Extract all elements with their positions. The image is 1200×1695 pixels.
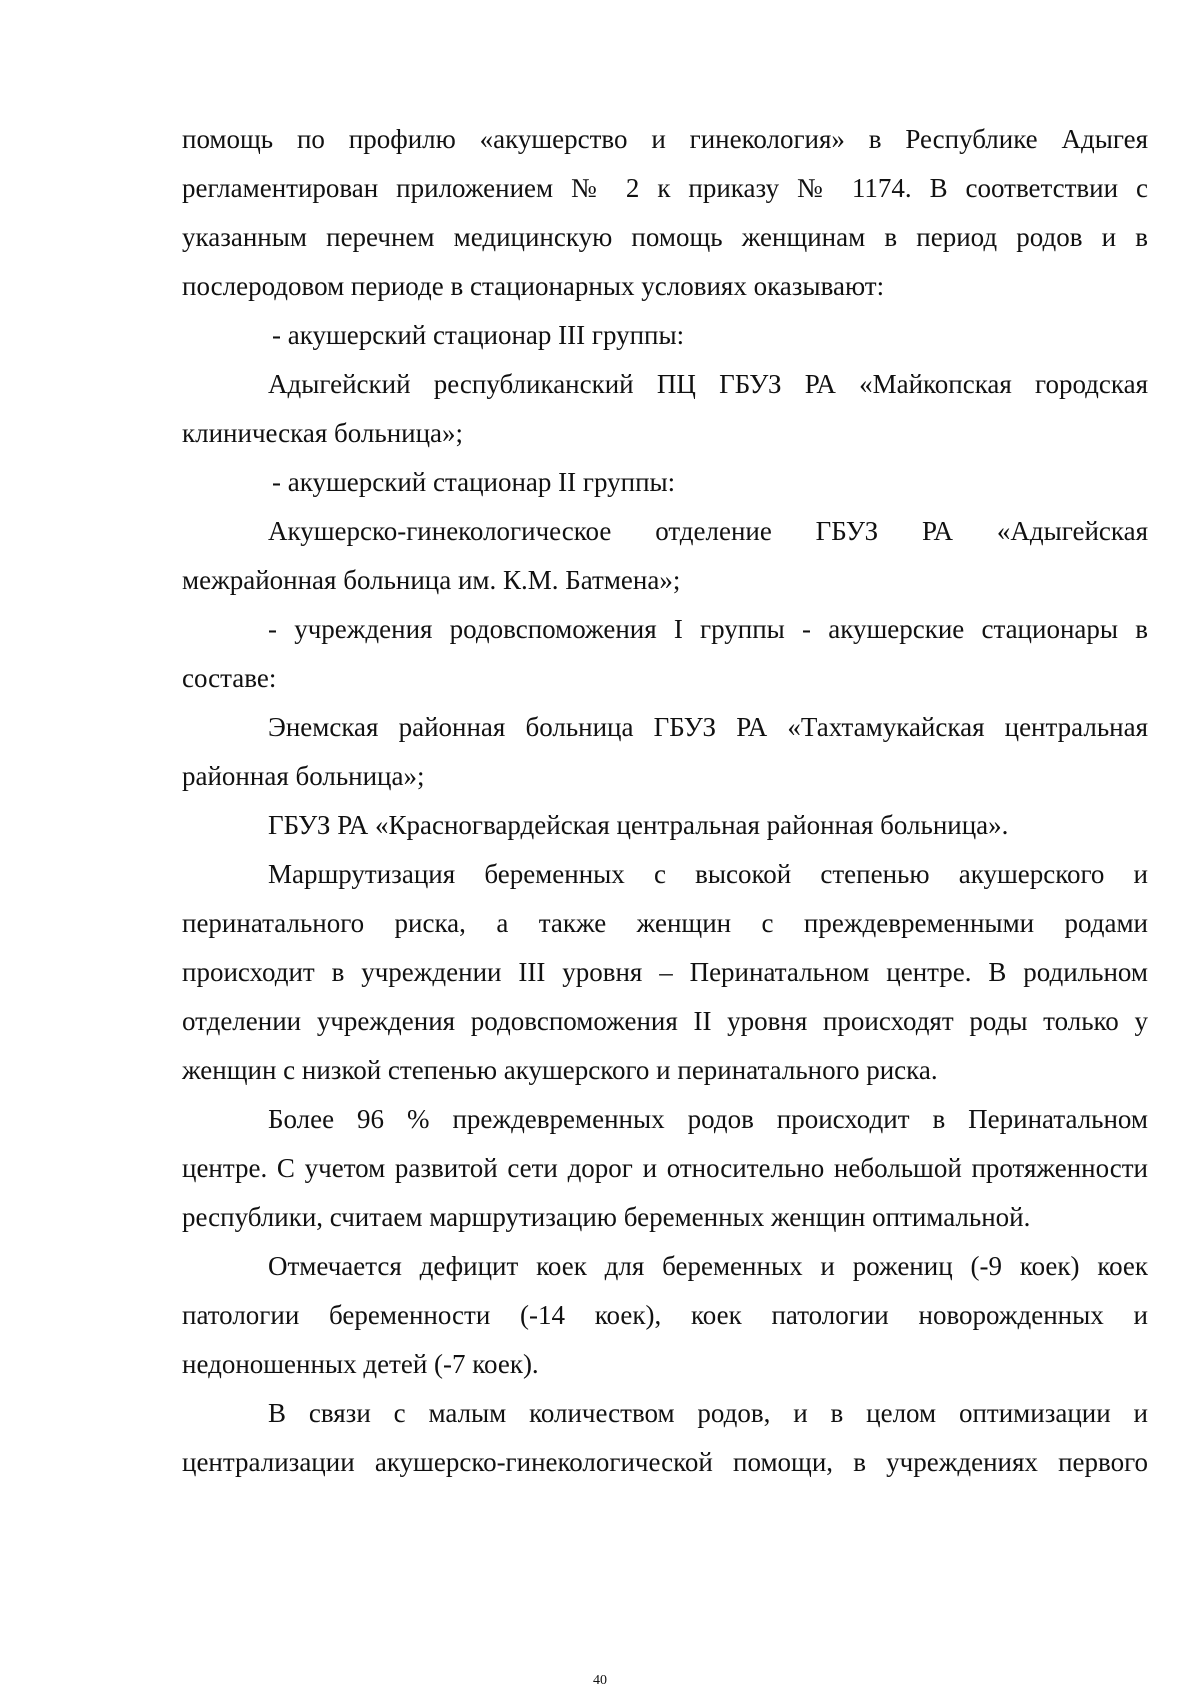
text-line: перинатального риска, а также женщин с преждевременными родами: [182, 908, 1148, 938]
list-item-text: - учреждения родовспоможения I группы - акушерские стационары в: [268, 614, 1148, 644]
text-line: указанным перечнем медицинскую помощь женщинам в период родов и в: [182, 222, 1148, 252]
text-line: отделении учреждения родовспоможения II уровня происходят роды только у: [182, 1006, 1148, 1036]
text-line: районная больница»;: [182, 761, 425, 791]
text-line: Адыгейский республиканский ПЦ ГБУЗ РА «Майкопская городская: [268, 369, 1148, 399]
text-line: Акушерско-гинекологическое отделение ГБУЗ РА «Адыгейская: [268, 516, 1148, 546]
text-line: Маршрутизация беременных с высокой степенью акушерского и: [268, 859, 1148, 889]
page-number: 40: [593, 1673, 607, 1688]
text-line: помощь по профилю «акушерство и гинекология» в Республике Адыгея: [182, 124, 1148, 154]
text-line: Энемская районная больница ГБУЗ РА «Тахтамукайская центральная: [268, 712, 1148, 742]
text-line: В связи с малым количеством родов, и в целом оптимизации и: [268, 1398, 1148, 1428]
text-line: составе:: [182, 663, 277, 693]
text-line: ГБУЗ РА «Красногвардейская центральная районная больница».: [268, 810, 1009, 840]
text-line: женщин с низкой степенью акушерского и перинатального риска.: [182, 1055, 938, 1085]
text-line: происходит в учреждении III уровня – Перинатальном центре. В родильном: [182, 957, 1148, 987]
text-line: республики, считаем маршрутизацию беременных женщин оптимальной.: [182, 1202, 1031, 1232]
text-line: послеродовом периоде в стационарных условиях оказывают:: [182, 271, 885, 301]
text-line: Более 96 % преждевременных родов происходит в Перинатальном: [268, 1104, 1148, 1134]
list-item-text: - акушерский стационар III группы:: [272, 320, 685, 350]
text-line: Отмечается дефицит коек для беременных и рожениц (-9 коек) коек: [268, 1251, 1148, 1281]
text-line: межрайонная больница им. К.М. Батмена»;: [182, 565, 681, 595]
text-line: регламентирован приложением № 2 к приказу № 1174. В соответствии с: [182, 173, 1148, 203]
text-line: недоношенных детей (-7 коек).: [182, 1349, 539, 1379]
text-line: клиническая больница»;: [182, 418, 464, 448]
list-item-text: - акушерский стационар II группы:: [272, 467, 676, 497]
text-line: централизации акушерско-гинекологической помощи, в учреждениях первого: [182, 1447, 1148, 1477]
text-line: патологии беременности (-14 коек), коек патологии новорожденных и: [182, 1300, 1148, 1330]
text-line: центре. С учетом развитой сети дорог и относительно небольшой протяженности: [182, 1153, 1148, 1183]
